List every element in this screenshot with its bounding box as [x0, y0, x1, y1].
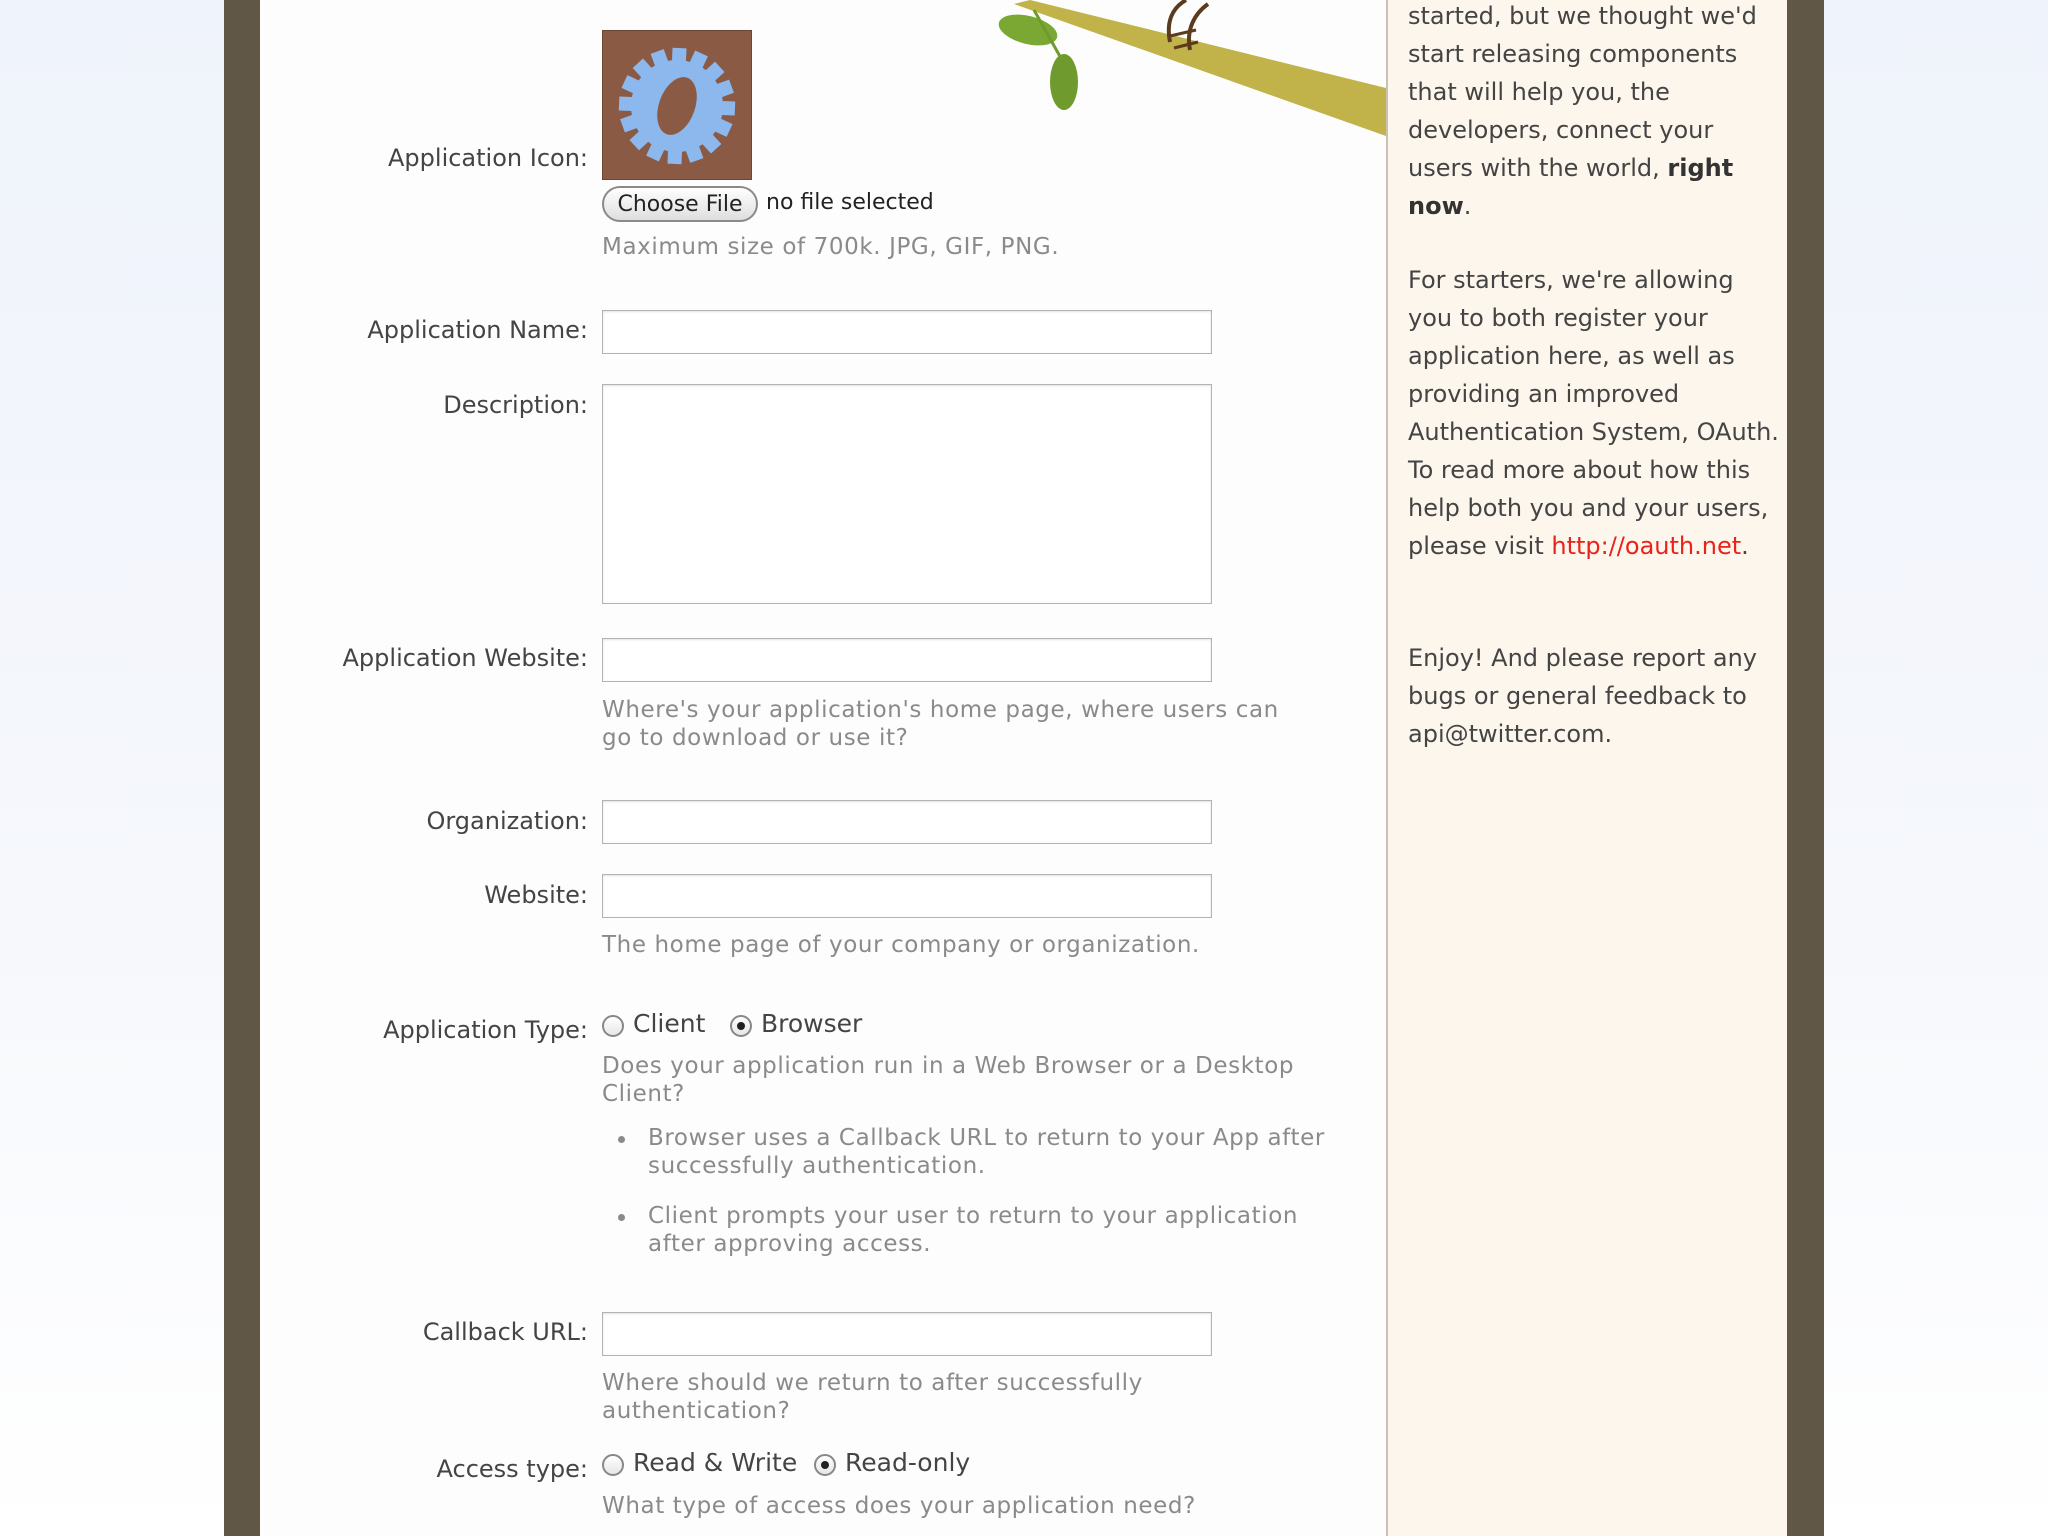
application-name-input[interactable]	[602, 310, 1212, 354]
gear-icon	[602, 30, 752, 180]
access-type-label: Access type:	[436, 1455, 588, 1483]
branch-illustration	[990, 0, 1386, 140]
sidebar	[1386, 0, 1787, 1536]
website-hint: The home page of your company or organization.	[602, 932, 1200, 958]
sidebar-emphasis: right now	[1408, 154, 1734, 220]
sidebar-paragraph-feedback: Enjoy! And please report any bugs or general feedback to api@twitter.com.	[1408, 644, 1757, 748]
sidebar-intro-end: .	[1463, 192, 1472, 220]
file-status: no file selected	[766, 190, 934, 215]
description-textarea[interactable]	[602, 384, 1212, 604]
sidebar-paragraph-oauth	[1408, 261, 1783, 565]
website-label: Website:	[484, 881, 588, 909]
callback-url-label: Callback URL:	[422, 1318, 588, 1346]
application-type-label: Application Type:	[383, 1016, 588, 1044]
read-only-radio[interactable]	[814, 1454, 836, 1476]
sidebar-oauth-text: For starters, we're allowing you to both register your application here, as well as providing an improved Authentication System, OAuth. To read more about how this help both you and your users, please visit	[1408, 266, 1779, 560]
access-type-hint: What type of access does your application need?	[602, 1493, 1196, 1519]
application-type-notes	[602, 1124, 1348, 1280]
organization-input[interactable]	[602, 800, 1212, 844]
list-item: Browser uses a Callback URL to return to your App after successfully authentication.	[648, 1124, 1348, 1180]
read-write-radio-label[interactable]: Read & Write	[633, 1448, 798, 1477]
browser-radio[interactable]	[730, 1015, 752, 1037]
read-only-radio-label[interactable]: Read-only	[845, 1448, 971, 1477]
application-website-label: Application Website:	[342, 644, 588, 672]
oauth-link[interactable]: http://oauth.net	[1551, 532, 1742, 560]
description-label: Description:	[443, 391, 588, 419]
website-input[interactable]	[602, 874, 1212, 918]
organization-label: Organization:	[426, 807, 588, 835]
list-item: Client prompts your user to return to your application after approving access.	[648, 1202, 1348, 1258]
client-radio[interactable]	[602, 1015, 624, 1037]
application-icon-label: Application Icon:	[388, 144, 588, 172]
sidebar-intro-text: started, but we thought we'd start releasing components that will help you, the developers, connect your users with the world,	[1408, 2, 1757, 182]
application-website-input[interactable]	[602, 638, 1212, 682]
sidebar-paragraph-intro	[1408, 0, 1783, 225]
application-type-hint: Does your application run in a Web Browser or a Desktop Client?	[602, 1053, 1295, 1107]
choose-file-button[interactable]: Choose File	[602, 186, 758, 222]
application-website-hint: Where's your application's home page, where users can go to download or use it?	[602, 697, 1279, 751]
sidebar-oauth-end: .	[1741, 532, 1749, 560]
application-name-label: Application Name:	[367, 316, 588, 344]
read-write-radio[interactable]	[602, 1454, 624, 1476]
callback-url-input[interactable]	[602, 1312, 1212, 1356]
browser-radio-label[interactable]: Browser	[761, 1009, 863, 1038]
icon-hint: Maximum size of 700k. JPG, GIF, PNG.	[602, 234, 1060, 260]
client-radio-label[interactable]: Client	[633, 1009, 706, 1038]
callback-url-hint: Where should we return to after successfully authentication?	[602, 1370, 1143, 1424]
